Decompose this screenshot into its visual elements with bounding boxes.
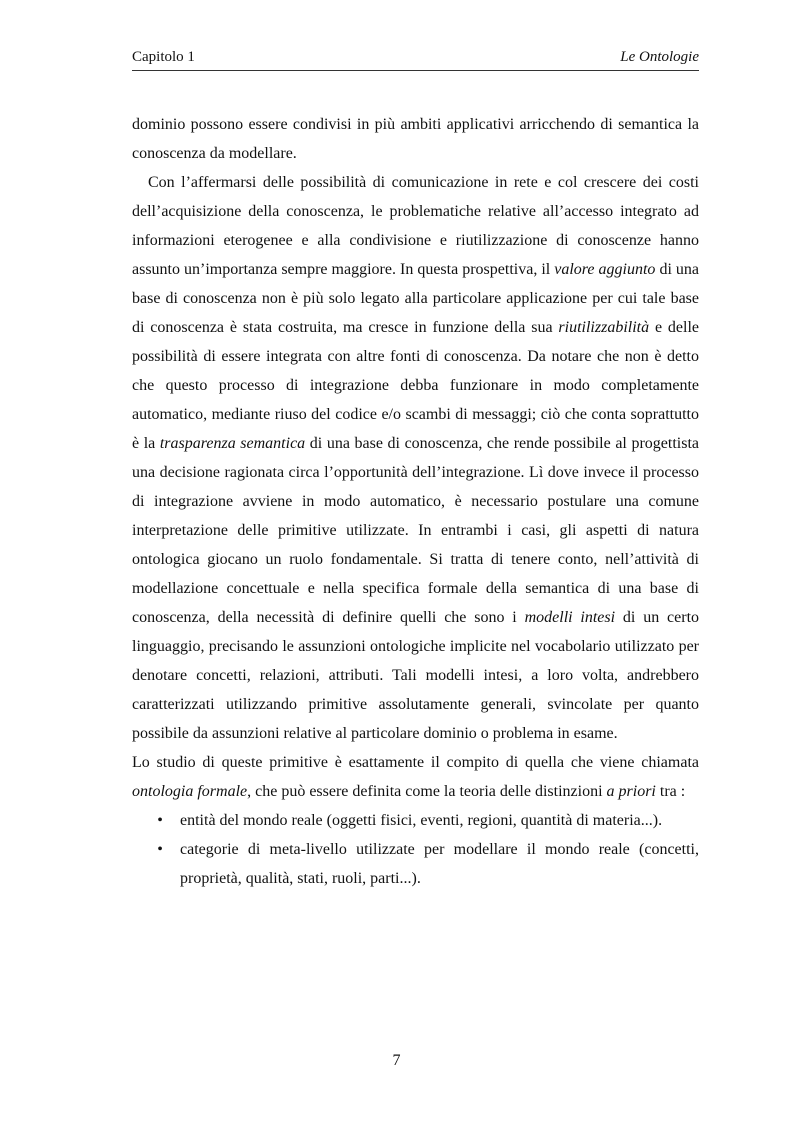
emphasis: trasparenza semantica bbox=[159, 435, 306, 452]
paragraph-integration bbox=[132, 168, 699, 748]
bullet-icon: • bbox=[157, 812, 163, 829]
text-run: di una base di conoscenza, che rende possibile al progettista una decisione ragionata circa l’opportunità dell’integrazione. Lì dove invece il processo di integrazione avviene in modo automatico, è necessario postulare una comune interpretazione delle primitive utilizzate. In entrambi i casi, gli aspetti di natura ontologica giocano un ruolo fondamentale. Si tratta di tenere conto, nell’attività di modellazione concettuale e nella specifica formale della semantica di una base di conoscenza, della necessità di definire quelli che sono i bbox=[132, 435, 700, 626]
list-item-text: entità del mondo reale (oggetti fisici, eventi, regioni, quantità di materia...). bbox=[180, 812, 663, 829]
text-run: , che può essere definita come la teoria delle distinzioni bbox=[247, 783, 607, 800]
emphasis: valore aggiunto bbox=[554, 261, 656, 278]
list-item bbox=[132, 835, 699, 893]
text-run: di una base di conoscenza non è più solo legato alla particolare applicazione per cui tale base di conoscenza è stata costruita, ma cresce in funzione della sua bbox=[132, 261, 699, 336]
emphasis: riutilizzabilità bbox=[558, 319, 650, 336]
list-item bbox=[132, 806, 699, 835]
body-text bbox=[132, 110, 699, 893]
text-run: tra : bbox=[655, 783, 686, 800]
page-header bbox=[132, 46, 699, 68]
header-rule bbox=[132, 70, 699, 71]
emphasis: ontologia formale bbox=[132, 783, 248, 800]
text-run: di un certo linguaggio, precisando le assunzioni ontologiche implicite nel vocabolario utilizzato per denotare concetti, relazioni, attributi. Tali modelli intesi, a loro volta, andrebbero caratterizzati utilizzando primitive assolutamente generali, svincolate per quanto possibile da assunzioni relative al particolare dominio o problema in esame. bbox=[132, 609, 700, 742]
bullet-icon: • bbox=[157, 841, 163, 858]
page-number: 7 bbox=[392, 1052, 401, 1069]
emphasis: a priori bbox=[606, 783, 656, 800]
list-item-text: categorie di meta-livello utilizzate per modellare il mondo reale (concetti, proprietà, qualità, stati, ruoli, parti...). bbox=[180, 841, 699, 887]
text-run: Con l’affermarsi delle possibilità di comunicazione in rete e col crescere dei costi dell’acquisizione della conoscenza, le problematiche relative all’accesso integrato ad informazioni eterogenee e alla condivisione e riutilizzazione di conoscenze hanno assunto un’importanza sempre maggiore. In questa prospettiva, il bbox=[132, 174, 699, 278]
text-run: Lo studio di queste primitive è esattamente il compito di quella che viene chiamata bbox=[132, 754, 699, 771]
section-title: Le Ontologie bbox=[620, 49, 699, 65]
paragraph-formal-ontology bbox=[132, 748, 699, 806]
text-run: e delle possibilità di essere integrata con altre fonti di conoscenza. Da notare che non è detto che questo processo di integrazione debba funzionare in modo completamente automatico, mediante riuso del codice e/o scambi di messaggi; ciò che conta soprattutto è la bbox=[132, 319, 700, 452]
paragraph-continuation: dominio possono essere condivisi in più ambiti applicativi arricchendo di semantica la conoscenza da modellare. bbox=[132, 116, 699, 162]
emphasis: modelli intesi bbox=[524, 609, 616, 626]
chapter-label: Capitolo 1 bbox=[132, 49, 195, 65]
bullet-list bbox=[132, 806, 699, 893]
